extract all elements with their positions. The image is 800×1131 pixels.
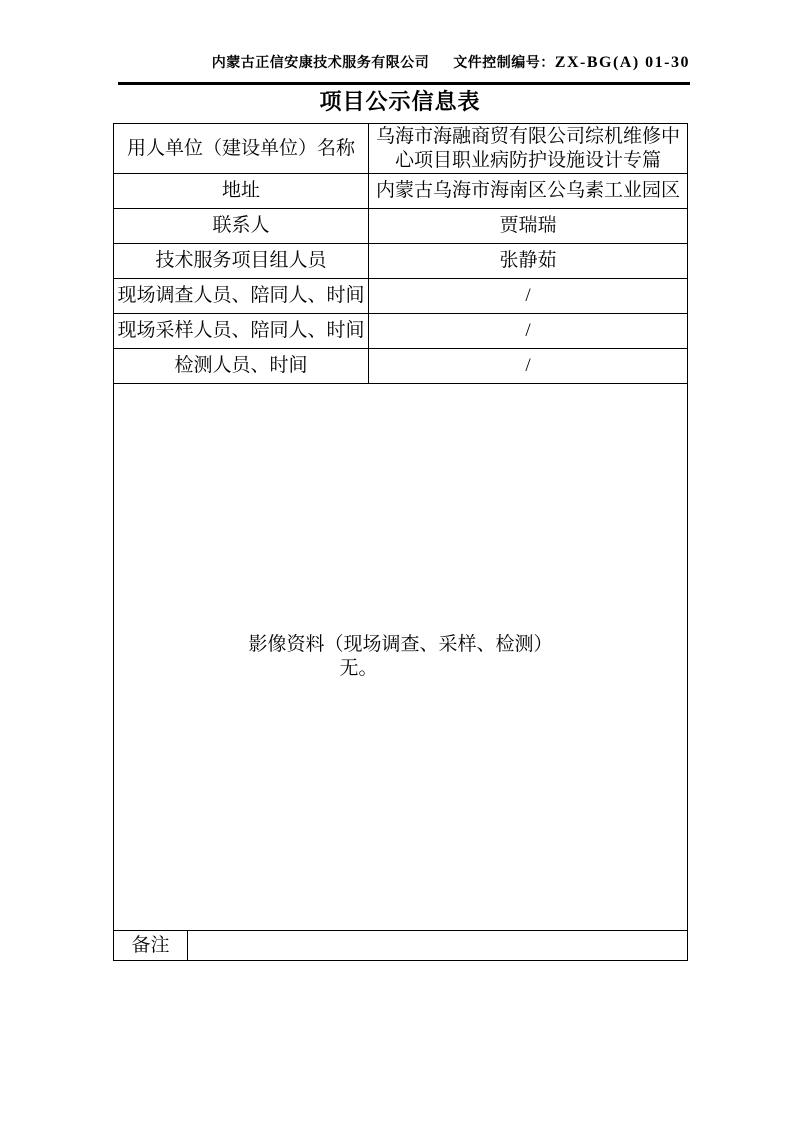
row-value: / bbox=[369, 349, 688, 384]
row-label: 技术服务项目组人员 bbox=[114, 244, 369, 279]
row-value: 内蒙古乌海市海南区公乌素工业园区 bbox=[369, 174, 688, 209]
row-label: 检测人员、时间 bbox=[114, 349, 369, 384]
row-label: 联系人 bbox=[114, 209, 369, 244]
row-label: 现场调查人员、陪同人、时间 bbox=[114, 279, 369, 314]
table-row bbox=[114, 209, 688, 244]
row-label: 地址 bbox=[114, 174, 369, 209]
remark-value-cell bbox=[188, 931, 688, 961]
doc-control-label: 文件控制编号： bbox=[453, 56, 555, 71]
media-section-cell bbox=[114, 384, 688, 931]
table-row bbox=[114, 124, 688, 174]
project-info-table bbox=[113, 123, 688, 961]
row-value: 张静茹 bbox=[369, 244, 688, 279]
remark-row bbox=[114, 931, 688, 961]
page-header bbox=[118, 53, 690, 74]
table-row bbox=[114, 279, 688, 314]
row-label: 现场采样人员、陪同人、时间 bbox=[114, 314, 369, 349]
media-section-value: 无。 bbox=[339, 658, 378, 679]
row-value: / bbox=[369, 314, 688, 349]
row-value: 贾瑞瑞 bbox=[369, 209, 688, 244]
media-section-title: 影像资料（现场调查、采样、检测） bbox=[248, 634, 553, 655]
row-value: 乌海市海融商贸有限公司综机维修中心项目职业病防护设施设计专篇 bbox=[369, 124, 688, 174]
company-name: 内蒙古正信安康技术服务有限公司 bbox=[211, 56, 430, 71]
header-divider bbox=[118, 82, 690, 85]
table-row bbox=[114, 244, 688, 279]
row-label: 用人单位（建设单位）名称 bbox=[114, 124, 369, 174]
remark-label: 备注 bbox=[114, 931, 188, 961]
row-value: / bbox=[369, 279, 688, 314]
media-section-row bbox=[114, 384, 688, 931]
table-row bbox=[114, 349, 688, 384]
page-title: 项目公示信息表 bbox=[319, 89, 481, 114]
table-row bbox=[114, 314, 688, 349]
doc-control-number: ZX-BG(A) 01-30 bbox=[554, 54, 690, 71]
table-row bbox=[114, 174, 688, 209]
